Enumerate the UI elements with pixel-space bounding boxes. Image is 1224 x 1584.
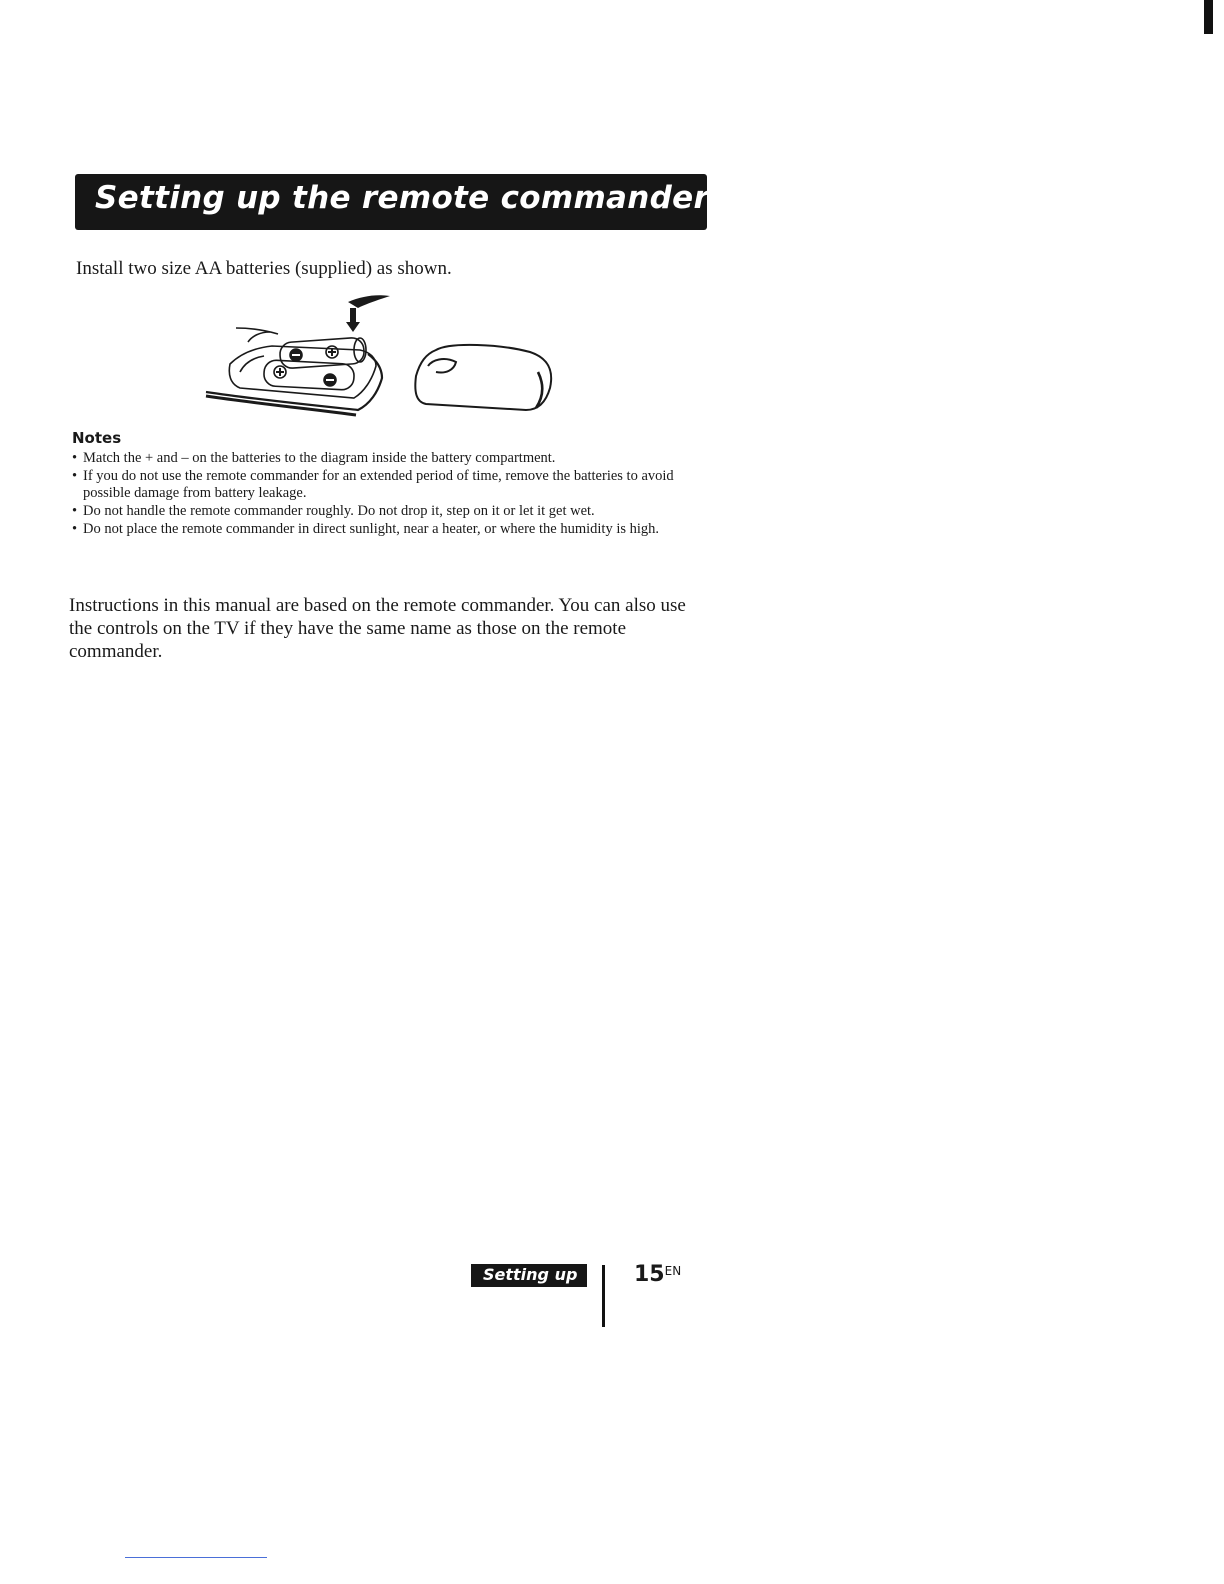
note-item: • If you do not use the remote commander for an extended period of time, remove the batteries to avoid possible damage from battery leakage. xyxy=(72,468,674,501)
battery-cover-drawing xyxy=(415,345,551,410)
insert-arrow-icon xyxy=(346,295,390,332)
battery-installation-illustration xyxy=(200,292,570,427)
edge-index-mark xyxy=(1204,0,1213,34)
body-paragraph: Instructions in this manual are based on the remote commander. You can also use the controls on the TV if they have the same name as those on the remote commander. xyxy=(69,595,686,662)
notes-heading: Notes xyxy=(72,429,122,447)
footer-section-tab xyxy=(471,1264,587,1287)
bottom-link-underline xyxy=(125,1557,267,1558)
page-number: $15^{EN}$ xyxy=(634,1262,682,1287)
section-title: Setting up the remote commander xyxy=(95,180,710,216)
battery-bottom xyxy=(263,360,354,391)
battery-top xyxy=(279,337,366,369)
note-item: • Do not handle the remote commander roughly. Do not drop it, step on it or let it get wet. xyxy=(72,503,595,519)
footer-section-label: Setting up xyxy=(483,1265,578,1284)
note-item: • Match the + and – on the batteries to the diagram inside the battery compartment. xyxy=(72,450,556,466)
note-item: • Do not place the remote commander in direct sunlight, near a heater, or where the humidity is high. xyxy=(72,521,660,537)
section-title-bar xyxy=(75,174,710,230)
notes-list xyxy=(72,450,712,539)
footer-divider xyxy=(602,1265,605,1327)
page-language-suffix: EN xyxy=(664,1264,682,1278)
intro-text: Install two size AA batteries (supplied) as shown. xyxy=(76,258,452,279)
